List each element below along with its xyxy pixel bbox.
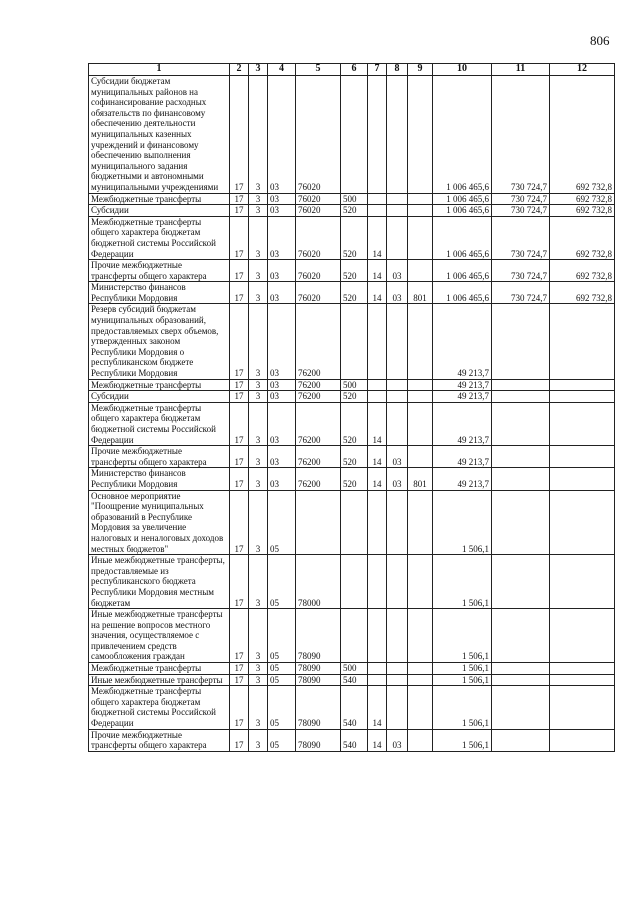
cell-amount-year-3: 692 732,8 bbox=[550, 216, 615, 259]
cell-amount-year-1: 1 006 465,6 bbox=[433, 216, 492, 259]
cell-measure-code: 03 bbox=[268, 76, 296, 194]
cell-section bbox=[368, 193, 387, 205]
cell-target-code: 76020 bbox=[296, 205, 341, 217]
cell-ministry-code bbox=[408, 304, 433, 379]
cell-target-code: 76200 bbox=[296, 468, 341, 490]
cell-target-code: 76020 bbox=[296, 76, 341, 194]
cell-target-code: 76020 bbox=[296, 216, 341, 259]
cell-subsection bbox=[387, 402, 408, 445]
cell-amount-year-2 bbox=[492, 446, 550, 468]
cell-amount-year-1: 49 213,7 bbox=[433, 468, 492, 490]
cell-measure-code: 03 bbox=[268, 304, 296, 379]
cell-amount-year-1: 1 506,1 bbox=[433, 490, 492, 555]
cell-amount-year-1: 1 506,1 bbox=[433, 729, 492, 751]
cell-measure-code: 05 bbox=[268, 663, 296, 675]
cell-subprogram-code: 3 bbox=[249, 216, 268, 259]
column-header-7: 7 bbox=[368, 64, 387, 76]
cell-target-code: 76020 bbox=[296, 260, 341, 282]
cell-subsection bbox=[387, 663, 408, 675]
column-header-3: 3 bbox=[249, 64, 268, 76]
cell-amount-year-1: 1 506,1 bbox=[433, 663, 492, 675]
cell-amount-year-1: 49 213,7 bbox=[433, 391, 492, 403]
cell-measure-code: 03 bbox=[268, 193, 296, 205]
cell-section-code: 17 bbox=[230, 379, 249, 391]
table-row bbox=[89, 402, 615, 445]
cell-amount-year-3 bbox=[550, 391, 615, 403]
cell-measure-code: 03 bbox=[268, 282, 296, 304]
cell-expense-type-code bbox=[341, 490, 368, 555]
table-row bbox=[89, 490, 615, 555]
column-header-10: 10 bbox=[433, 64, 492, 76]
table-row bbox=[89, 304, 615, 379]
cell-amount-year-2 bbox=[492, 304, 550, 379]
cell-expense-type-code: 540 bbox=[341, 674, 368, 686]
cell-amount-year-3 bbox=[550, 402, 615, 445]
cell-expense-type-code: 520 bbox=[341, 260, 368, 282]
cell-expense-type-code bbox=[341, 555, 368, 609]
cell-section-code: 17 bbox=[230, 76, 249, 194]
cell-amount-year-2 bbox=[492, 663, 550, 675]
table-row bbox=[89, 76, 615, 194]
cell-expense-type-code bbox=[341, 304, 368, 379]
cell-amount-year-3 bbox=[550, 446, 615, 468]
table-row bbox=[89, 663, 615, 675]
table-row bbox=[89, 193, 615, 205]
cell-subprogram-code: 3 bbox=[249, 663, 268, 675]
cell-section-code: 17 bbox=[230, 260, 249, 282]
cell-target-code: 78090 bbox=[296, 674, 341, 686]
cell-row-name: Прочие межбюджетные трансферты общего характера bbox=[89, 729, 230, 751]
cell-amount-year-2 bbox=[492, 729, 550, 751]
cell-subsection bbox=[387, 555, 408, 609]
cell-row-name: Субсидии бюджетам муниципальных районов на софинансирование расходных обязательств по финансовому обеспечению деятельности муниципальных казенных учреждений и финансовому обеспечению выполнения муниципального задания бюджетными и автономными муниципальными учреждениями bbox=[89, 76, 230, 194]
cell-measure-code: 03 bbox=[268, 379, 296, 391]
cell-subsection bbox=[387, 686, 408, 729]
cell-subsection bbox=[387, 391, 408, 403]
cell-row-name: Прочие межбюджетные трансферты общего характера bbox=[89, 260, 230, 282]
cell-subsection: 03 bbox=[387, 282, 408, 304]
cell-amount-year-2 bbox=[492, 391, 550, 403]
cell-amount-year-3: 692 732,8 bbox=[550, 205, 615, 217]
cell-section: 14 bbox=[368, 446, 387, 468]
cell-ministry-code bbox=[408, 609, 433, 663]
cell-subsection: 03 bbox=[387, 468, 408, 490]
cell-measure-code: 05 bbox=[268, 609, 296, 663]
cell-section-code: 17 bbox=[230, 674, 249, 686]
cell-section-code: 17 bbox=[230, 663, 249, 675]
cell-ministry-code bbox=[408, 674, 433, 686]
cell-row-name: Межбюджетные трансферты общего характера бюджетам бюджетной системы Российской Федерации bbox=[89, 402, 230, 445]
cell-expense-type-code: 520 bbox=[341, 468, 368, 490]
column-header-1: 1 bbox=[89, 64, 230, 76]
column-header-5: 5 bbox=[296, 64, 341, 76]
cell-expense-type-code: 520 bbox=[341, 216, 368, 259]
budget-table bbox=[88, 63, 615, 752]
cell-row-name: Иные межбюджетные трансферты на решение вопросов местного значения, осуществляемое с привлечением средств самообложения граждан bbox=[89, 609, 230, 663]
cell-amount-year-3: 692 732,8 bbox=[550, 282, 615, 304]
cell-amount-year-2 bbox=[492, 490, 550, 555]
cell-subprogram-code: 3 bbox=[249, 379, 268, 391]
cell-amount-year-1: 1 506,1 bbox=[433, 674, 492, 686]
cell-subprogram-code: 3 bbox=[249, 468, 268, 490]
cell-section-code: 17 bbox=[230, 216, 249, 259]
cell-section-code: 17 bbox=[230, 304, 249, 379]
cell-amount-year-1: 1 006 465,6 bbox=[433, 193, 492, 205]
cell-subprogram-code: 3 bbox=[249, 490, 268, 555]
cell-subsection bbox=[387, 304, 408, 379]
page-number: 806 bbox=[590, 33, 610, 48]
cell-subprogram-code: 3 bbox=[249, 304, 268, 379]
cell-expense-type-code: 520 bbox=[341, 446, 368, 468]
table-row bbox=[89, 468, 615, 490]
cell-amount-year-1: 49 213,7 bbox=[433, 402, 492, 445]
cell-target-code: 76200 bbox=[296, 446, 341, 468]
cell-section-code: 17 bbox=[230, 686, 249, 729]
cell-section-code: 17 bbox=[230, 609, 249, 663]
cell-amount-year-3 bbox=[550, 686, 615, 729]
cell-ministry-code bbox=[408, 216, 433, 259]
cell-amount-year-1: 49 213,7 bbox=[433, 379, 492, 391]
cell-amount-year-1: 1 006 465,6 bbox=[433, 282, 492, 304]
cell-expense-type-code: 540 bbox=[341, 686, 368, 729]
cell-subprogram-code: 3 bbox=[249, 686, 268, 729]
table-row bbox=[89, 674, 615, 686]
cell-target-code: 76200 bbox=[296, 402, 341, 445]
cell-expense-type-code: 500 bbox=[341, 379, 368, 391]
table-row bbox=[89, 260, 615, 282]
cell-amount-year-3 bbox=[550, 729, 615, 751]
cell-subprogram-code: 3 bbox=[249, 391, 268, 403]
cell-expense-type-code bbox=[341, 609, 368, 663]
cell-measure-code: 05 bbox=[268, 729, 296, 751]
cell-amount-year-3: 692 732,8 bbox=[550, 260, 615, 282]
cell-subprogram-code: 3 bbox=[249, 76, 268, 194]
cell-amount-year-3 bbox=[550, 663, 615, 675]
cell-section-code: 17 bbox=[230, 468, 249, 490]
cell-section-code: 17 bbox=[230, 729, 249, 751]
cell-ministry-code bbox=[408, 402, 433, 445]
cell-amount-year-1: 1 006 465,6 bbox=[433, 205, 492, 217]
cell-section bbox=[368, 304, 387, 379]
cell-ministry-code bbox=[408, 555, 433, 609]
cell-target-code: 78090 bbox=[296, 686, 341, 729]
cell-amount-year-1: 49 213,7 bbox=[433, 446, 492, 468]
cell-section bbox=[368, 609, 387, 663]
cell-amount-year-1: 1 006 465,6 bbox=[433, 260, 492, 282]
cell-subsection bbox=[387, 609, 408, 663]
cell-subsection bbox=[387, 76, 408, 194]
cell-amount-year-1: 1 506,1 bbox=[433, 555, 492, 609]
cell-subprogram-code: 3 bbox=[249, 555, 268, 609]
cell-subprogram-code: 3 bbox=[249, 260, 268, 282]
cell-subsection bbox=[387, 490, 408, 555]
table-row bbox=[89, 446, 615, 468]
cell-amount-year-3: 692 732,8 bbox=[550, 193, 615, 205]
cell-ministry-code: 801 bbox=[408, 282, 433, 304]
cell-measure-code: 03 bbox=[268, 391, 296, 403]
cell-section-code: 17 bbox=[230, 446, 249, 468]
cell-amount-year-3 bbox=[550, 555, 615, 609]
cell-section-code: 17 bbox=[230, 555, 249, 609]
cell-section: 14 bbox=[368, 686, 387, 729]
cell-measure-code: 03 bbox=[268, 402, 296, 445]
cell-row-name: Межбюджетные трансферты общего характера бюджетам бюджетной системы Российской Федерации bbox=[89, 216, 230, 259]
cell-section: 14 bbox=[368, 402, 387, 445]
cell-measure-code: 05 bbox=[268, 686, 296, 729]
cell-expense-type-code: 540 bbox=[341, 729, 368, 751]
cell-ministry-code bbox=[408, 379, 433, 391]
cell-subprogram-code: 3 bbox=[249, 674, 268, 686]
column-header-12: 12 bbox=[550, 64, 615, 76]
cell-subprogram-code: 3 bbox=[249, 193, 268, 205]
cell-measure-code: 03 bbox=[268, 205, 296, 217]
cell-subsection bbox=[387, 674, 408, 686]
cell-ministry-code bbox=[408, 391, 433, 403]
cell-row-name: Министерство финансов Республики Мордовия bbox=[89, 282, 230, 304]
cell-amount-year-2 bbox=[492, 468, 550, 490]
cell-amount-year-2: 730 724,7 bbox=[492, 216, 550, 259]
cell-amount-year-3 bbox=[550, 490, 615, 555]
cell-subprogram-code: 3 bbox=[249, 609, 268, 663]
cell-row-name: Межбюджетные трансферты bbox=[89, 663, 230, 675]
table-row bbox=[89, 555, 615, 609]
cell-amount-year-2 bbox=[492, 555, 550, 609]
cell-section: 14 bbox=[368, 260, 387, 282]
cell-section-code: 17 bbox=[230, 205, 249, 217]
cell-ministry-code bbox=[408, 260, 433, 282]
cell-target-code: 76020 bbox=[296, 193, 341, 205]
cell-subprogram-code: 3 bbox=[249, 729, 268, 751]
cell-subsection bbox=[387, 216, 408, 259]
cell-section-code: 17 bbox=[230, 282, 249, 304]
cell-row-name: Основное мероприятие "Поощрение муниципальных образований в Республике Мордовия за увеличение налоговых и неналоговых доходов местных бюджетов" bbox=[89, 490, 230, 555]
cell-amount-year-1: 1 506,1 bbox=[433, 686, 492, 729]
cell-measure-code: 03 bbox=[268, 260, 296, 282]
cell-ministry-code bbox=[408, 729, 433, 751]
cell-row-name: Субсидии bbox=[89, 205, 230, 217]
cell-amount-year-3 bbox=[550, 304, 615, 379]
cell-measure-code: 03 bbox=[268, 468, 296, 490]
cell-target-code: 78090 bbox=[296, 609, 341, 663]
cell-measure-code: 05 bbox=[268, 674, 296, 686]
cell-amount-year-3 bbox=[550, 609, 615, 663]
column-header-2: 2 bbox=[230, 64, 249, 76]
cell-section bbox=[368, 674, 387, 686]
cell-section: 14 bbox=[368, 468, 387, 490]
cell-amount-year-2: 730 724,7 bbox=[492, 193, 550, 205]
cell-amount-year-2 bbox=[492, 686, 550, 729]
cell-measure-code: 03 bbox=[268, 216, 296, 259]
cell-amount-year-2: 730 724,7 bbox=[492, 76, 550, 194]
cell-amount-year-3 bbox=[550, 468, 615, 490]
column-header-6: 6 bbox=[341, 64, 368, 76]
cell-subsection: 03 bbox=[387, 260, 408, 282]
cell-expense-type-code: 520 bbox=[341, 205, 368, 217]
table-row bbox=[89, 609, 615, 663]
cell-row-name: Субсидии bbox=[89, 391, 230, 403]
cell-expense-type-code: 500 bbox=[341, 663, 368, 675]
cell-section: 14 bbox=[368, 729, 387, 751]
cell-ministry-code: 801 bbox=[408, 468, 433, 490]
cell-section bbox=[368, 555, 387, 609]
cell-amount-year-3: 692 732,8 bbox=[550, 76, 615, 194]
table-row bbox=[89, 216, 615, 259]
cell-row-name: Иные межбюджетные трансферты bbox=[89, 674, 230, 686]
cell-target-code: 76200 bbox=[296, 304, 341, 379]
cell-ministry-code bbox=[408, 205, 433, 217]
cell-amount-year-3 bbox=[550, 674, 615, 686]
cell-target-code: 76200 bbox=[296, 391, 341, 403]
cell-row-name: Межбюджетные трансферты bbox=[89, 193, 230, 205]
cell-ministry-code bbox=[408, 663, 433, 675]
cell-section-code: 17 bbox=[230, 490, 249, 555]
column-header-4: 4 bbox=[268, 64, 296, 76]
cell-section: 14 bbox=[368, 282, 387, 304]
cell-subsection: 03 bbox=[387, 729, 408, 751]
cell-subprogram-code: 3 bbox=[249, 205, 268, 217]
cell-expense-type-code: 500 bbox=[341, 193, 368, 205]
cell-subprogram-code: 3 bbox=[249, 402, 268, 445]
cell-ministry-code bbox=[408, 193, 433, 205]
cell-section bbox=[368, 76, 387, 194]
cell-row-name: Межбюджетные трансферты общего характера бюджетам бюджетной системы Российской Федерации bbox=[89, 686, 230, 729]
cell-amount-year-2: 730 724,7 bbox=[492, 205, 550, 217]
cell-subsection bbox=[387, 379, 408, 391]
cell-amount-year-3 bbox=[550, 379, 615, 391]
cell-row-name: Резерв субсидий бюджетам муниципальных образований, предоставляемых сверх объемов, утвержденных законом Республики Мордовия о республиканском бюджете Республики Мордовия bbox=[89, 304, 230, 379]
cell-target-code: 78090 bbox=[296, 729, 341, 751]
cell-row-name: Межбюджетные трансферты bbox=[89, 379, 230, 391]
cell-ministry-code bbox=[408, 490, 433, 555]
table-row bbox=[89, 379, 615, 391]
cell-expense-type-code: 520 bbox=[341, 391, 368, 403]
cell-target-code: 78090 bbox=[296, 663, 341, 675]
cell-section bbox=[368, 379, 387, 391]
table-row bbox=[89, 205, 615, 217]
cell-expense-type-code bbox=[341, 76, 368, 194]
cell-ministry-code bbox=[408, 446, 433, 468]
cell-expense-type-code: 520 bbox=[341, 402, 368, 445]
cell-measure-code: 03 bbox=[268, 446, 296, 468]
column-header-8: 8 bbox=[387, 64, 408, 76]
cell-section bbox=[368, 391, 387, 403]
table-row bbox=[89, 391, 615, 403]
cell-section: 14 bbox=[368, 216, 387, 259]
cell-section bbox=[368, 205, 387, 217]
cell-target-code: 76200 bbox=[296, 379, 341, 391]
cell-ministry-code bbox=[408, 686, 433, 729]
cell-row-name: Министерство финансов Республики Мордовия bbox=[89, 468, 230, 490]
cell-measure-code: 05 bbox=[268, 555, 296, 609]
cell-subprogram-code: 3 bbox=[249, 282, 268, 304]
cell-amount-year-2 bbox=[492, 674, 550, 686]
cell-row-name: Прочие межбюджетные трансферты общего характера bbox=[89, 446, 230, 468]
cell-amount-year-2: 730 724,7 bbox=[492, 282, 550, 304]
cell-section bbox=[368, 490, 387, 555]
cell-amount-year-1: 49 213,7 bbox=[433, 304, 492, 379]
cell-expense-type-code: 520 bbox=[341, 282, 368, 304]
cell-row-name: Иные межбюджетные трансферты, предоставляемые из республиканского бюджета Республики Мордовия местным бюджетам bbox=[89, 555, 230, 609]
cell-target-code: 78000 bbox=[296, 555, 341, 609]
column-header-11: 11 bbox=[492, 64, 550, 76]
cell-subsection: 03 bbox=[387, 446, 408, 468]
cell-section-code: 17 bbox=[230, 391, 249, 403]
cell-subsection bbox=[387, 193, 408, 205]
cell-amount-year-2 bbox=[492, 379, 550, 391]
cell-amount-year-2: 730 724,7 bbox=[492, 260, 550, 282]
table-row bbox=[89, 282, 615, 304]
cell-amount-year-2 bbox=[492, 402, 550, 445]
cell-section bbox=[368, 663, 387, 675]
cell-ministry-code bbox=[408, 76, 433, 194]
cell-amount-year-2 bbox=[492, 609, 550, 663]
cell-subsection bbox=[387, 205, 408, 217]
table-row bbox=[89, 729, 615, 751]
cell-section-code: 17 bbox=[230, 402, 249, 445]
cell-target-code bbox=[296, 490, 341, 555]
cell-amount-year-1: 1 006 465,6 bbox=[433, 76, 492, 194]
header-row bbox=[89, 64, 615, 76]
table-row bbox=[89, 686, 615, 729]
cell-subprogram-code: 3 bbox=[249, 446, 268, 468]
cell-measure-code: 05 bbox=[268, 490, 296, 555]
column-header-9: 9 bbox=[408, 64, 433, 76]
cell-section-code: 17 bbox=[230, 193, 249, 205]
cell-target-code: 76020 bbox=[296, 282, 341, 304]
cell-amount-year-1: 1 506,1 bbox=[433, 609, 492, 663]
